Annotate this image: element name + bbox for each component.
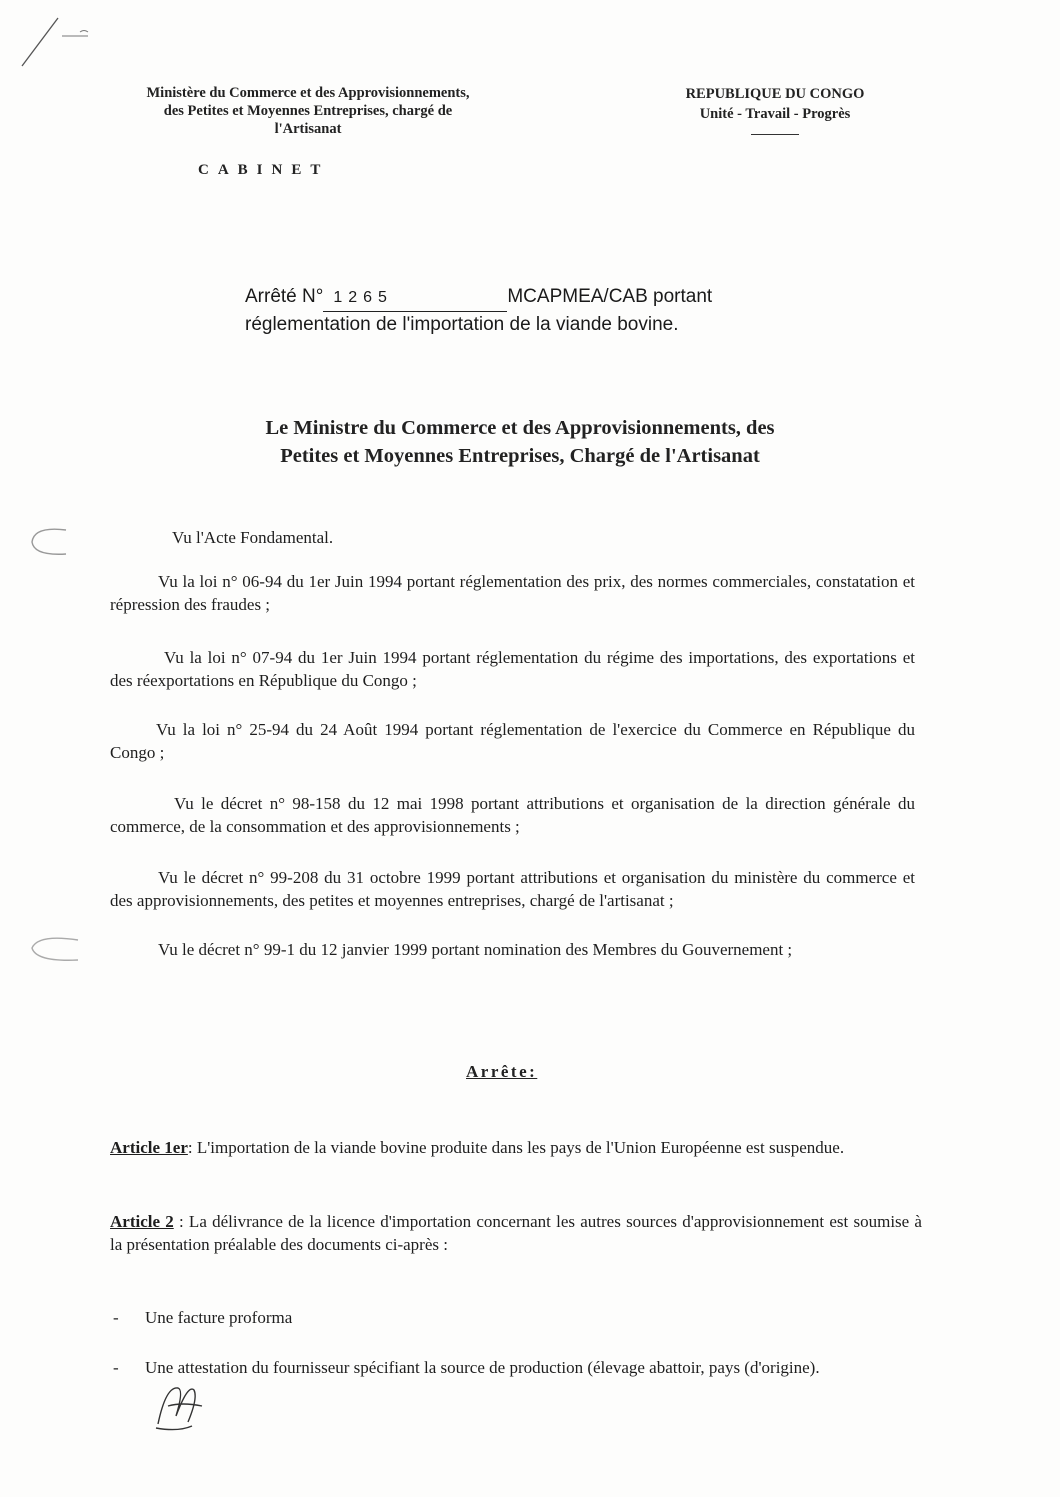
minister-line: Le Ministre du Commerce et des Approvisionnements, des (265, 417, 775, 439)
ministry-line: des Petites et Moyennes Entreprises, chargé de (163, 103, 453, 119)
consideration-paragraph: Vu la loi n° 25-94 du 24 Août 1994 portant réglementation de l'exercice du Commerce en République du Congo ; (110, 720, 915, 762)
list-item: Une facture proforma (145, 1308, 293, 1327)
list-item: Une attestation du fournisseur spécifiant la source de production (élevage abattoir, pays (d'origine). (145, 1358, 820, 1377)
punch-hole-mark (26, 524, 76, 560)
consideration-paragraph: Vu le décret n° 99-208 du 31 octobre 1999 portant attributions et organisation du ministère du commerce et des approvisionnements, des petites et moyennes entreprises, chargé de l'artisanat ; (110, 868, 915, 910)
consideration-paragraph: Vu la loi n° 06-94 du 1er Juin 1994 portant réglementation des prix, des normes commerciales, constatation et répression des fraudes ; (110, 572, 915, 614)
decree-title (245, 284, 805, 338)
consideration-paragraph: Vu le décret n° 98-158 du 12 mai 1998 portant attributions et organisation de la direction générale du commerce, de la consommation et des approvisionnements ; (110, 794, 915, 836)
list-bullet: - (113, 1358, 119, 1377)
minister-heading (150, 414, 890, 470)
ministry-line: Ministère du Commerce et des Approvisionnements, (146, 85, 470, 101)
ministry-line: l'Artisanat (274, 121, 342, 137)
punch-hole-mark (26, 932, 86, 968)
article-text: : L'importation de la viande bovine produite dans les pays de l'Union Européenne est suspendue. (187, 1138, 845, 1157)
minister-line: Petites et Moyennes Entreprises, Chargé de l'Artisanat (280, 445, 760, 467)
ministry-header (98, 84, 518, 138)
article-label: Article 2 (110, 1212, 174, 1231)
consideration-paragraph: Vu le décret n° 99-1 du 12 janvier 1999 portant nomination des Membres du Gouvernement ; (158, 940, 793, 959)
consideration-paragraph: Vu l'Acte Fondamental. (172, 528, 334, 547)
decree-suffix: MCAPMEA/CAB portant (507, 286, 713, 307)
consideration-paragraph: Vu la loi n° 07-94 du 1er Juin 1994 portant réglementation du régime des importations, des exportations et des réexportations en République du Congo ; (110, 648, 915, 690)
header-divider (751, 134, 799, 135)
cabinet-label: CABINET (198, 162, 330, 178)
decree-prefix: Arrêté N° (245, 286, 324, 307)
article-text: : La délivrance de la licence d'importation concernant les autres sources d'approvisionnement est soumise à la présentation préalable des documents ci-après : (110, 1212, 922, 1254)
republic-motto: Unité - Travail - Progrès (699, 106, 851, 122)
article-label: Article 1er (110, 1138, 188, 1157)
decree-subject: réglementation de l'importation de la viande bovine. (245, 314, 679, 335)
scan-corner-mark (18, 14, 98, 74)
list-bullet: - (113, 1308, 119, 1327)
article-1 (110, 1136, 915, 1159)
decree-number: 1265 (323, 285, 507, 312)
republic-name: REPUBLIQUE DU CONGO (685, 86, 865, 102)
article-2 (110, 1210, 922, 1256)
handwritten-initials (148, 1376, 218, 1436)
arrete-heading: Arrête: (466, 1062, 538, 1081)
republic-header (660, 84, 890, 135)
